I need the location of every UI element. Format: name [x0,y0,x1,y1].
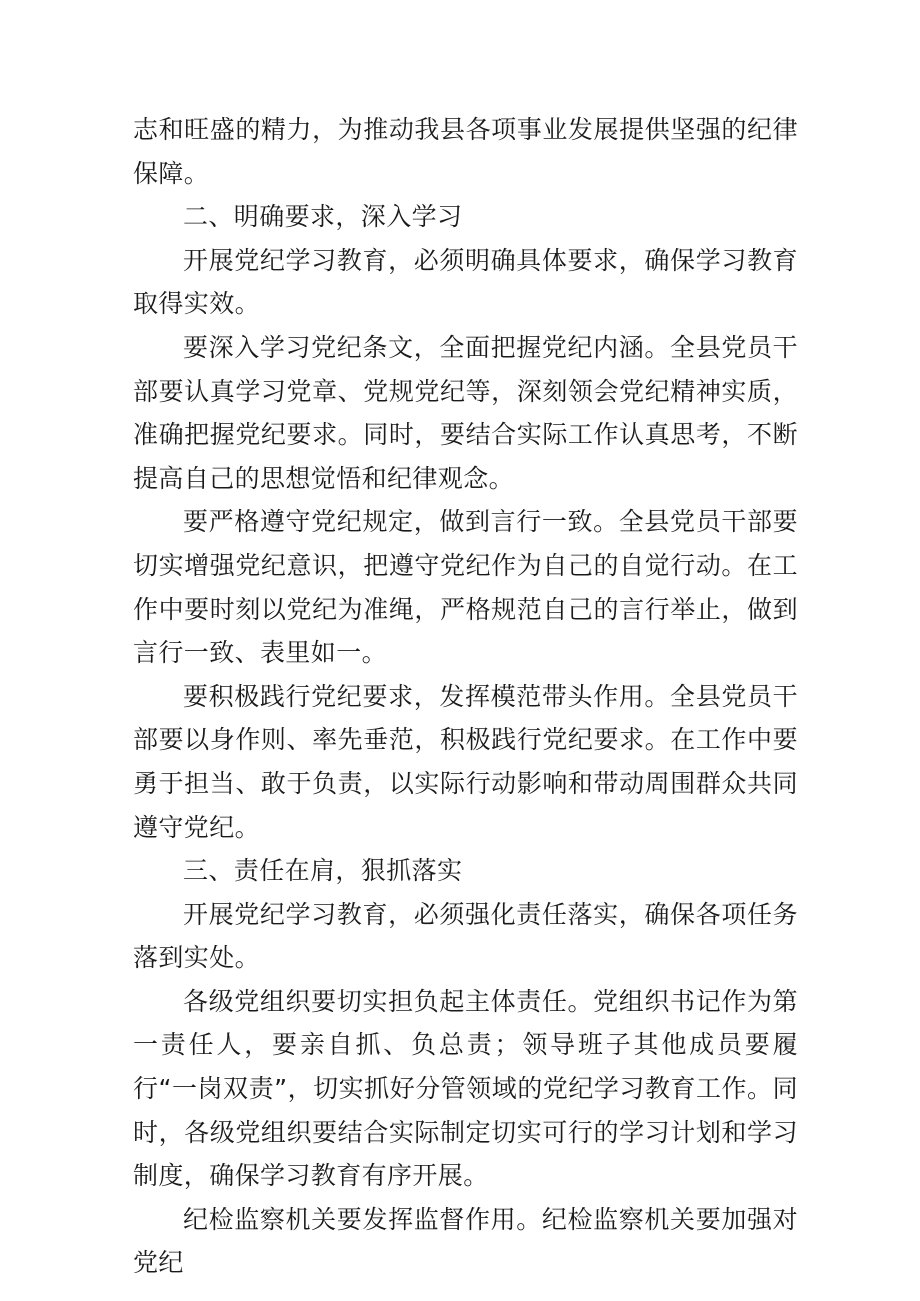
paragraph: 开展党纪学习教育，必须明确具体要求，确保学习教育取得实效。 [133,245,798,319]
paragraph-truncated: 纪检监察机关要发挥监督作用。纪检监察机关要加强对党纪 [133,1204,798,1278]
paragraph-continuation: 志和旺盛的精力，为推动我县各项事业发展提供坚强的纪律保障。 [133,115,798,188]
section-heading-3: 三、责任在肩，狠抓落实 [183,856,463,886]
document-body [133,108,798,1285]
paragraph: 要严格遵守党纪规定，做到言行一致。全县党员干部要切实增强党纪意识，把遵守党纪作为自己的自觉行动。在工作中要时刻以党纪为准绳，严格规范自己的言行举止，做到言行一致、表里如一。 [133,507,798,668]
section-heading-2: 二、明确要求，深入学习 [183,202,463,232]
paragraph: 开展党纪学习教育，必须强化责任落实，确保各项任务落到实处。 [133,899,798,973]
paragraph: 要积极践行党纪要求，发挥模范带头作用。全县党员干部要以身作则、率先垂范，积极践行党纪要求。在工作中要勇于担当、敢于负责，以实际行动影响和带动周围群众共同遵守党纪。 [133,681,798,842]
paragraph: 各级党组织要切实担负起主体责任。党组织书记作为第一责任人，要亲自抓、负总责；领导班子其他成员要履行“一岗双责”，切实抓好分管领域的党纪学习教育工作。同时，各级党组织要结合实际制定切实可行的学习计划和学习制度，确保学习教育有序开展。 [133,986,798,1191]
paragraph: 要深入学习党纪条文，全面把握党纪内涵。全县党员干部要认真学习党章、党规党纪等，深刻领会党纪精神实质，准确把握党纪要求。同时，要结合实际工作认真思考，不断提高自己的思想觉悟和纪律观念。 [133,332,798,493]
